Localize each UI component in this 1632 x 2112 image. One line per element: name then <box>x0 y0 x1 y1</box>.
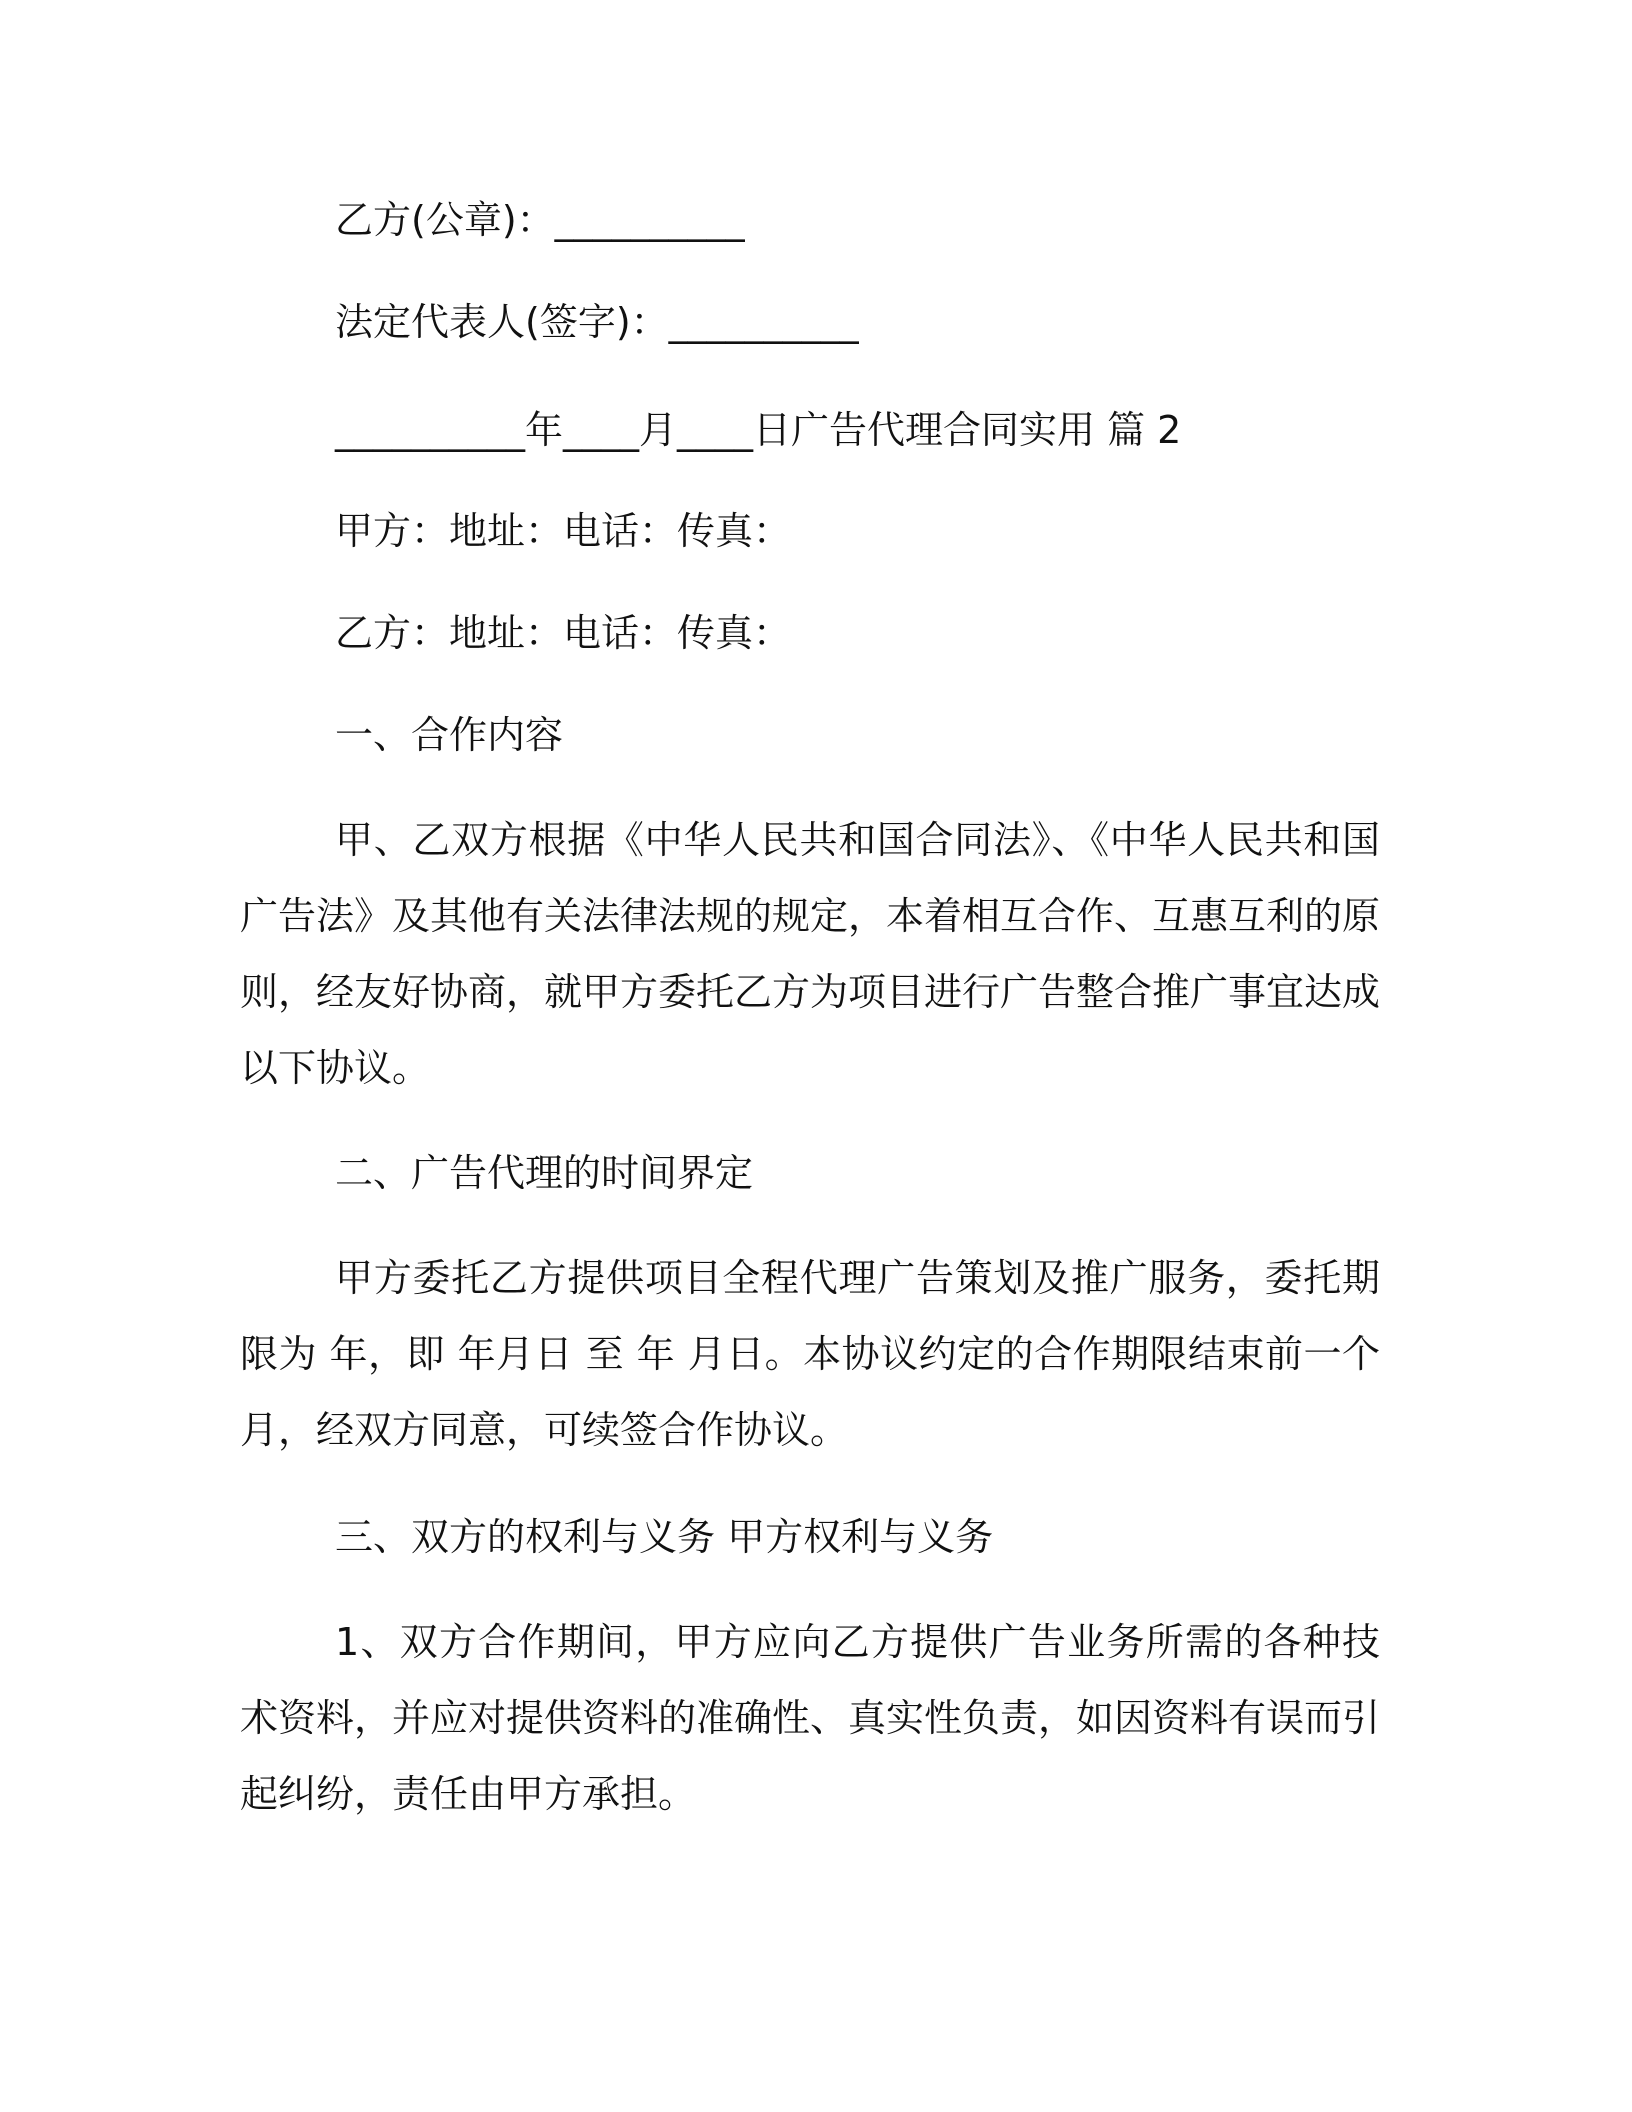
party-b-info-line: 乙方：地址：电话：传真： <box>335 611 792 655</box>
date-title-line: __________年____月____日广告代理合同实用 篇 2 <box>335 408 1182 452</box>
legal-rep-signature-line: 法定代表人(签字)：__________ <box>335 300 859 344</box>
section-3-item-1: 1、双方合作期间，甲方应向乙方提供广告业务所需的各种技术资料，并应对提供资料的准确性、真实性负责，如因资料有误而引起纠纷，责任由甲方承担。 <box>240 1620 1381 1816</box>
section-2-heading: 二、广告代理的时间界定 <box>335 1151 754 1195</box>
party-a-info-line: 甲方：地址：电话：传真： <box>335 509 792 553</box>
section-2-body: 甲方委托乙方提供项目全程代理广告策划及推广服务，委托期限为 年，即 年月日 至 年 月日。本协议约定的合作期限结束前一个月，经双方同意，可续签合作协议。 <box>240 1256 1380 1452</box>
party-b-seal-line: 乙方(公章)：__________ <box>335 198 745 242</box>
section-1-body: 甲、乙双方根据《中华人民共和国合同法》、《中华人民共和国广告法》及其他有关法律法规的规定，本着相互合作、互惠互利的原则，经友好协商，就甲方委托乙方为项目进行广告整合推广事宜达成以下协议。 <box>240 818 1381 1090</box>
section-3-heading: 三、双方的权利与义务 甲方权利与义务 <box>335 1515 994 1559</box>
section-1-heading: 一、合作内容 <box>335 713 564 757</box>
